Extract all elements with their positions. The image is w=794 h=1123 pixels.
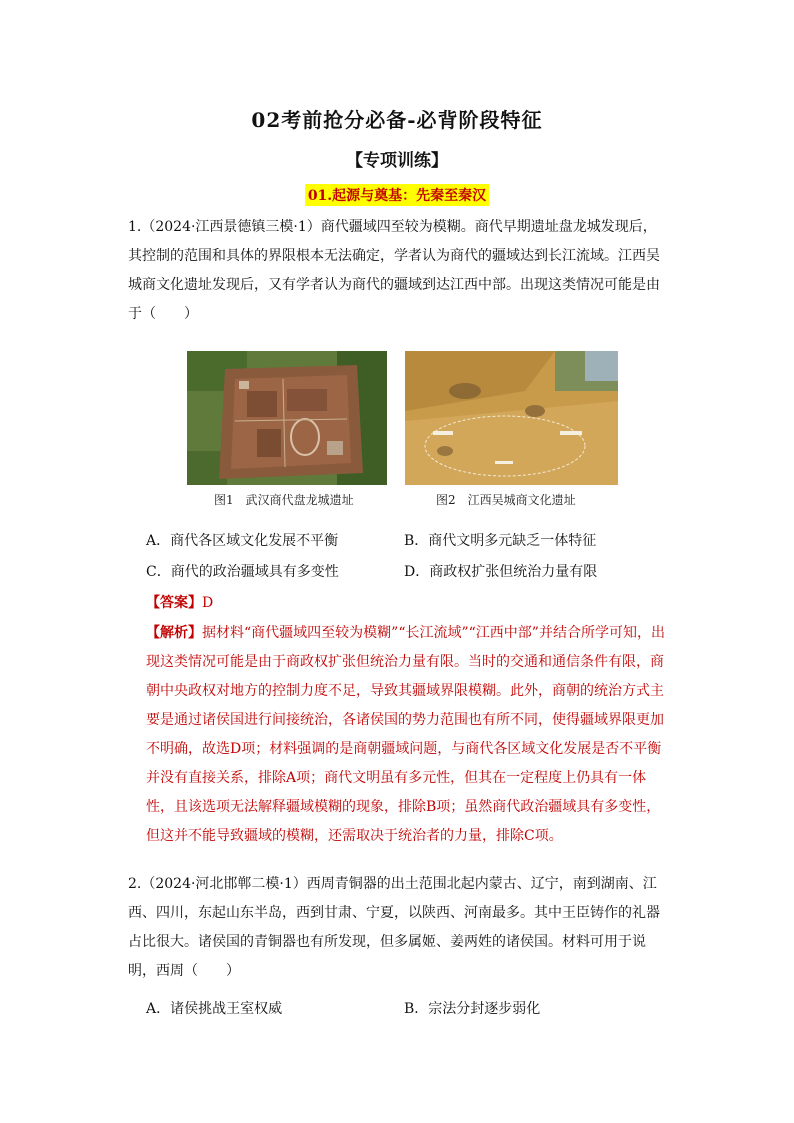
subsection-heading-wrap — [0, 184, 794, 206]
question-1-option-d: D．商政权扩张但统治力量有限 — [404, 564, 598, 580]
question-2-option-a: A．诸侯挑战王室权威 — [146, 1001, 283, 1017]
question-1-option-b: B．商代文明多元缺乏一体特征 — [404, 533, 597, 549]
figure-1-panlongcheng-photo — [187, 351, 387, 485]
question-1-figures — [186, 351, 636, 521]
figure-2-caption: 图2 江西吴城商文化遗址 — [436, 493, 576, 507]
question-1-option-c: C．商代的政治疆域具有多变性 — [146, 564, 339, 580]
question-2-option-b: B．宗法分封逐步弱化 — [404, 1001, 541, 1017]
answer-label: 【答案】 — [146, 595, 202, 611]
answer-value: D — [202, 595, 214, 611]
subsection-heading: 01.起源与奠基：先秦至秦汉 — [305, 184, 489, 206]
question-2-text: 2.（2024·河北邯郸二模·1）西周青铜器的出土范围北起内蒙古、辽宁，南到湖南、江西、四川，东起山东半岛，西到甘肃、宁夏，以陕西、河南最多。其中王臣铸作的礼器占比很大。诸侯国的青铜器也有所发现，但多属姬、姜两姓的诸侯国。材料可用于说明，西周（ ） — [128, 876, 660, 979]
question-1-answer — [146, 592, 213, 612]
page-title: 02考前抢分必备-必背阶段特征 — [251, 108, 543, 132]
question-1-text: 1.（2024·江西景德镇三模·1）商代疆域四至较为模糊。商代早期遗址盘龙城发现后，其控制的范围和具体的界限根本无法确定，学者认为商代的疆域达到长江流域。江西吴城商文化遗址发现后，又有学者认为商代的疆域到达江西中部。出现这类情况可能是由于（ ） — [128, 219, 660, 322]
analysis-text: 据材料“商代疆域四至较为模糊”“长江流域”“江西中部”并结合所学可知，出现这类情况可能是由于商政权扩张但统治力量有限。当时的交通和通信条件有限，商朝中央政权对地方的控制力度不足，导致其疆域界限模糊。此外，商朝的统治方式主要是通过诸侯国进行间接统治，各诸侯国的势力范围也有所不同，使得疆域界限更加不明确，故选D项；材料强调的是商朝疆域问题，与商代各区域文化发展是否不平衡并没有直接关系，排除A项；商代文明虽有多元性，但其在一定程度上仍具有一体性，且该选项无法解释疆域模糊的现象，排除B项；虽然商代政治疆域具有多变性，但这并不能导致疆域的模糊，还需取决于统治者的力量，排除C项。 — [146, 625, 665, 844]
figure-1-caption: 图1 武汉商代盘龙城遗址 — [214, 493, 354, 507]
figure-2-wucheng-photo — [405, 351, 618, 485]
section-heading: 【专项训练】 — [346, 151, 448, 171]
question-1-analysis — [146, 619, 668, 851]
analysis-label: 【解析】 — [146, 625, 202, 641]
question-1-option-a: A．商代各区域文化发展不平衡 — [146, 533, 339, 549]
